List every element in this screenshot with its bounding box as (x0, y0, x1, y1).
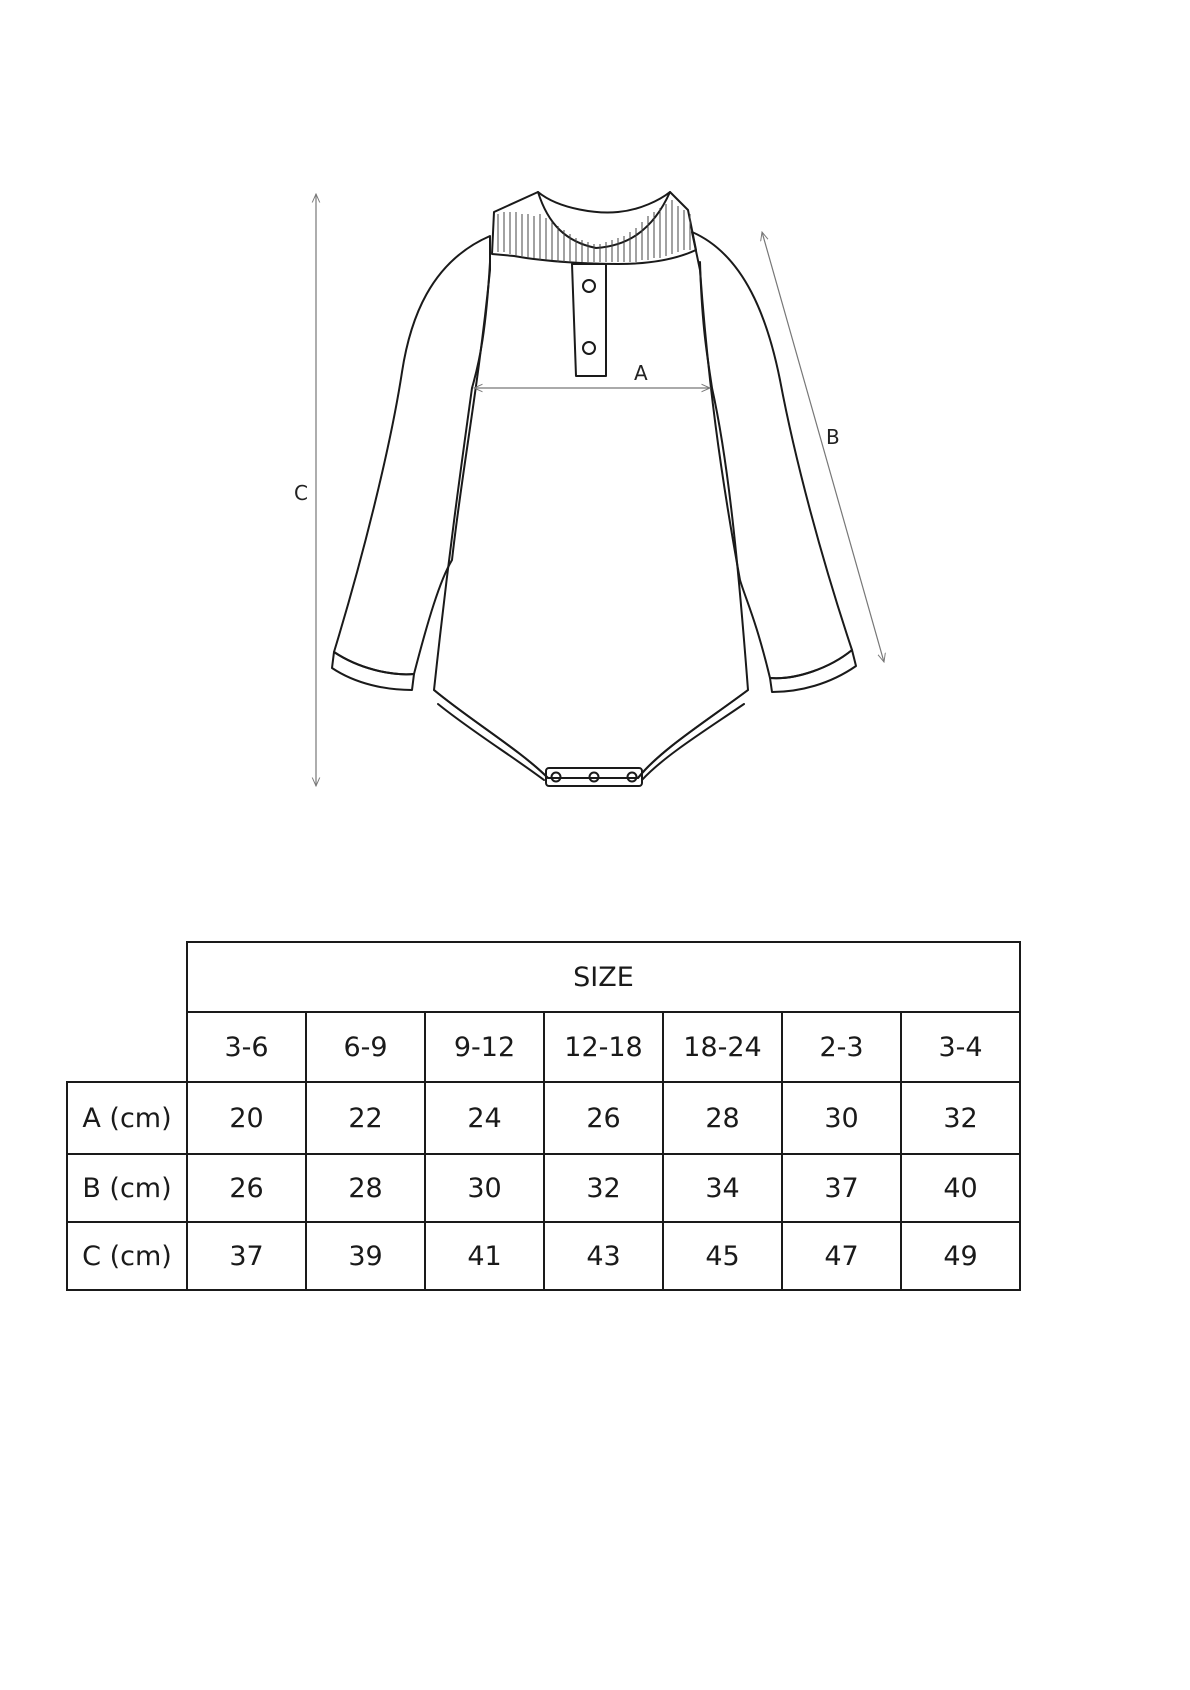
size-column-header: 3-4 (901, 1012, 1020, 1082)
row-label: A (cm) (67, 1082, 187, 1154)
dimension-c-label: C (294, 481, 308, 505)
table-cell: 28 (663, 1082, 782, 1154)
table-cell: 43 (544, 1222, 663, 1290)
bodysuit-technical-drawing (0, 0, 1190, 820)
dimension-b-label: B (826, 425, 840, 449)
size-column-header: 3-6 (187, 1012, 306, 1082)
table-cell: 30 (782, 1082, 901, 1154)
snap-button-bottom (583, 342, 595, 354)
size-column-header: 9-12 (425, 1012, 544, 1082)
table-cell: 28 (306, 1154, 425, 1222)
table-cell: 49 (901, 1222, 1020, 1290)
left-sleeve (334, 236, 490, 674)
table-cell: 30 (425, 1154, 544, 1222)
table-row (67, 1154, 1020, 1222)
table-cell: 22 (306, 1082, 425, 1154)
table-row (67, 1082, 1020, 1154)
table-cell: 20 (187, 1082, 306, 1154)
table-cell: 37 (782, 1154, 901, 1222)
snap-button-top (583, 280, 595, 292)
table-cell: 34 (663, 1154, 782, 1222)
table-cell: 26 (187, 1154, 306, 1222)
table-cell: 32 (544, 1154, 663, 1222)
table-cell: 45 (663, 1222, 782, 1290)
size-header: SIZE (187, 942, 1020, 1012)
dimension-a-label: A (634, 361, 648, 385)
table-cell: 26 (544, 1082, 663, 1154)
row-label: C (cm) (67, 1222, 187, 1290)
table-cell: 24 (425, 1082, 544, 1154)
table-cell: 32 (901, 1082, 1020, 1154)
size-column-header: 12-18 (544, 1012, 663, 1082)
size-column-header: 6-9 (306, 1012, 425, 1082)
dimension-b-line (762, 232, 884, 662)
right-sleeve (692, 232, 852, 678)
size-column-header: 18-24 (663, 1012, 782, 1082)
size-column-header: 2-3 (782, 1012, 901, 1082)
table-cell: 40 (901, 1154, 1020, 1222)
table-cell: 37 (187, 1222, 306, 1290)
table-row (67, 1222, 1020, 1290)
size-chart-table (66, 941, 1021, 1291)
table-cell: 41 (425, 1222, 544, 1290)
table-cell: 47 (782, 1222, 901, 1290)
row-label: B (cm) (67, 1154, 187, 1222)
table-cell: 39 (306, 1222, 425, 1290)
